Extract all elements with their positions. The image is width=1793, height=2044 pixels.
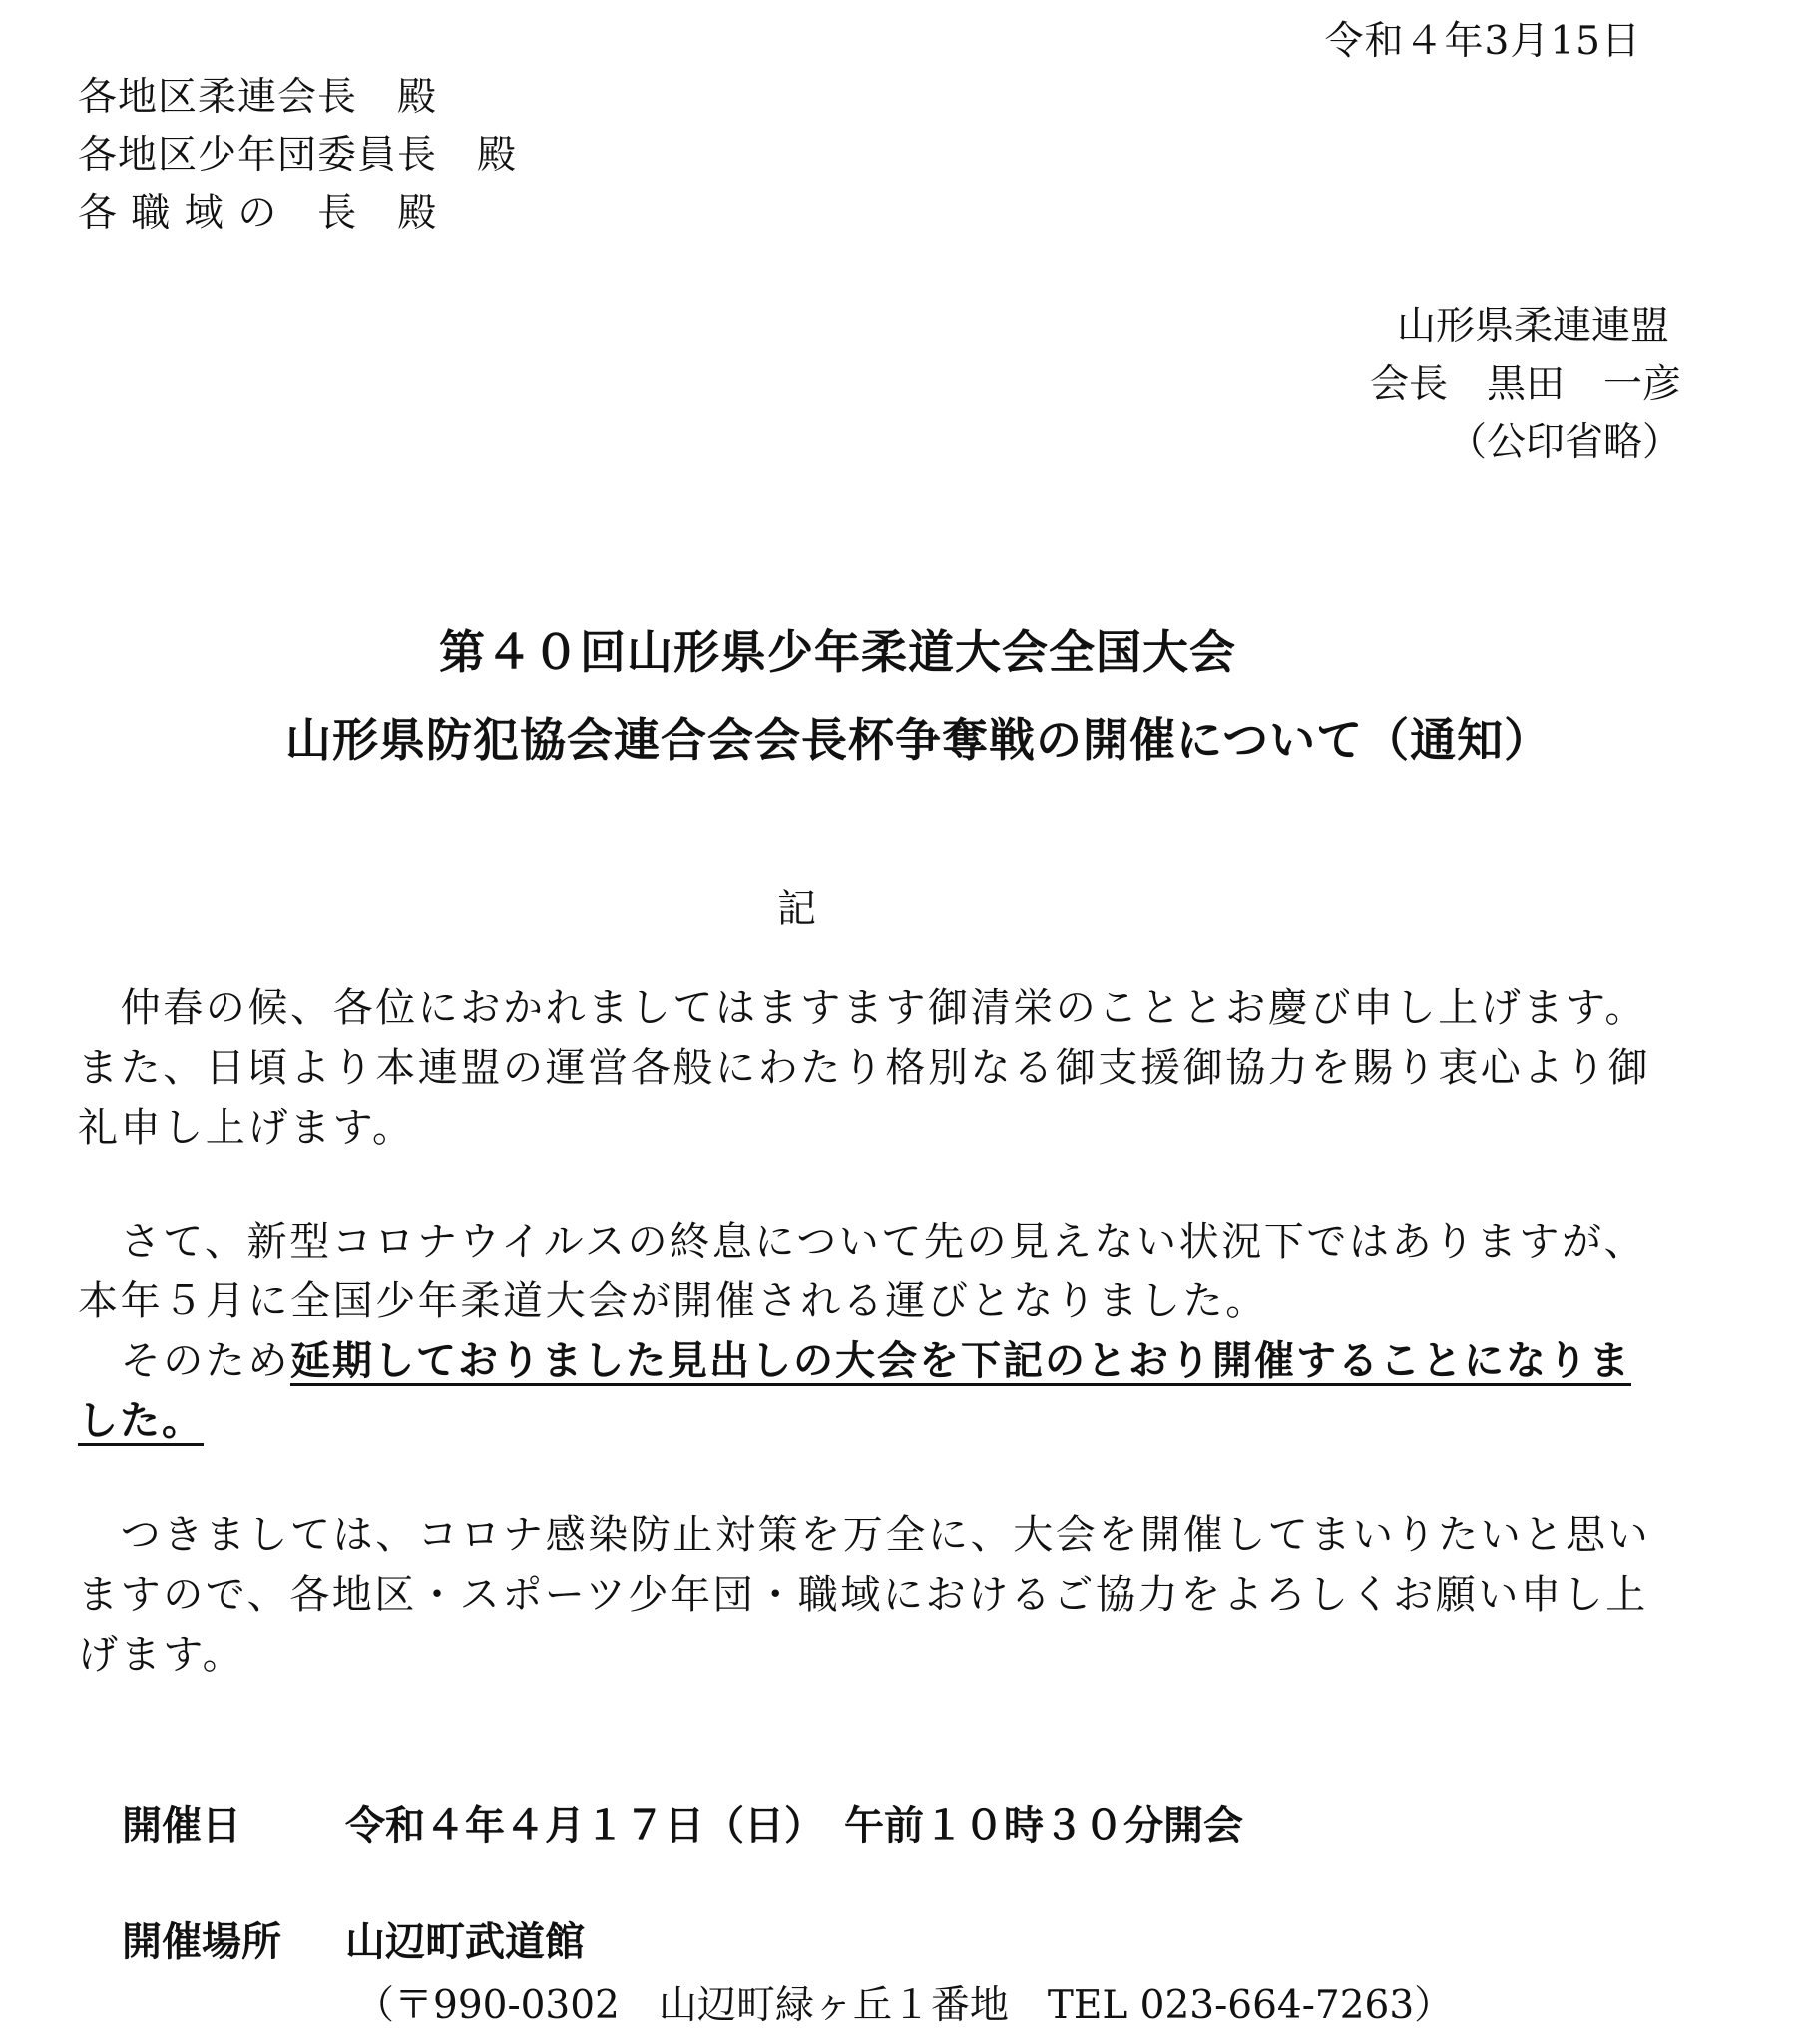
event-date-value: 令和４年４月１７日（日） 午前１０時３０分開会 bbox=[345, 1803, 1243, 1849]
paragraph-2-line-3 bbox=[78, 1338, 1631, 1384]
event-venue-address: （〒990-0302 山辺町緑ヶ丘１番地 TEL 023-664-7263） bbox=[355, 1983, 1454, 2028]
recipient-2: 各地区少年団委員長 殿 bbox=[78, 133, 518, 178]
event-date-label: 開催日 bbox=[122, 1803, 241, 1849]
emphasis-text-end: した。 bbox=[78, 1398, 204, 1444]
recipient-1: 各地区柔連会長 殿 bbox=[78, 75, 438, 120]
paragraph-1-line-3: 礼申し上げます。 bbox=[78, 1105, 415, 1151]
title-line-2: 山形県防犯協会連合会会長杯争奪戦の開催について（通知） bbox=[285, 713, 1552, 766]
sender-representative: 会長 黒田 一彦 bbox=[1369, 362, 1681, 407]
paragraph-2-line-1: さて、新型コロナウイルスの終息について先の見えない状況下ではありますが、 bbox=[78, 1219, 1647, 1265]
seal-note: （公印省略） bbox=[1447, 420, 1681, 465]
title-line-1: 第４０回山形県少年柔道大会全国大会 bbox=[439, 625, 1236, 679]
paragraph-3-line-1: つきましては、コロナ感染防止対策を万全に、大会を開催してまいりたいと思い bbox=[78, 1512, 1651, 1558]
sender-organization: 山形県柔連連盟 bbox=[1396, 304, 1669, 349]
recipient-3: 各 職 域 の 長 殿 bbox=[78, 191, 438, 236]
issue-date: 令和４年3月15日 bbox=[1324, 19, 1641, 64]
event-venue-value: 山辺町武道館 bbox=[345, 1919, 585, 1965]
event-venue-label: 開催場所 bbox=[122, 1919, 281, 1965]
paragraph-2-line-4 bbox=[78, 1398, 204, 1444]
paragraph-3-line-3: げます。 bbox=[78, 1632, 245, 1678]
paragraph-2-prefix: そのため bbox=[78, 1338, 290, 1384]
ki-marker: 記 bbox=[776, 887, 816, 932]
paragraph-1-line-1: 仲春の候、各位におかれましてはますます御清栄のこととお慶び申し上げます。 bbox=[78, 985, 1647, 1031]
paragraph-1-line-2: また、日頃より本連盟の運営各般にわたり格別なる御支援御協力を賜り衷心より御 bbox=[78, 1045, 1651, 1091]
paragraph-3-line-2: ますので、各地区・スポーツ少年団・職域におけるご協力をよろしくお願い申し上 bbox=[78, 1572, 1648, 1618]
paragraph-2-line-2: 本年５月に全国少年柔道大会が開催される運びとなりました。 bbox=[78, 1278, 1268, 1324]
emphasis-text: 延期しておりました見出しの大会を下記のとおり開催することになりま bbox=[290, 1338, 1631, 1384]
